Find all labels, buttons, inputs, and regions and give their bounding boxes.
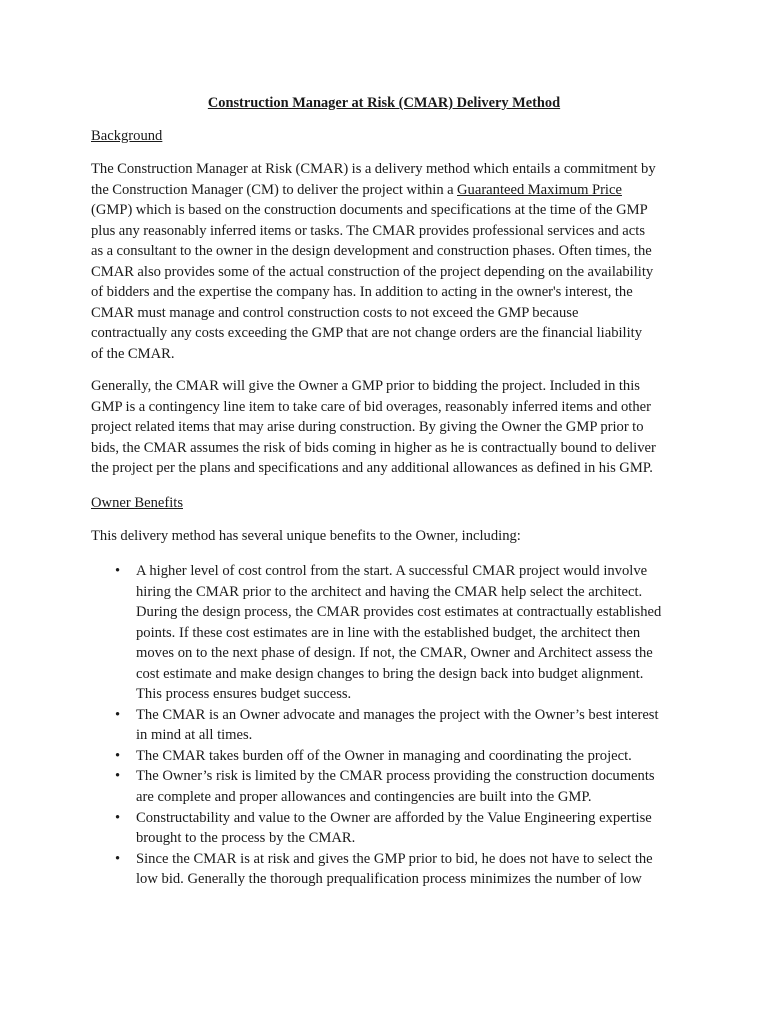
text-segment: the Construction Manager (CM) to deliver the project within a (91, 181, 457, 198)
text-line: The Owner’s risk is limited by the CMAR process providing the construction documents (136, 768, 655, 785)
bullet-icon: • (115, 809, 121, 826)
text-line: are complete and proper allowances and contingencies are built into the GMP. (136, 789, 592, 806)
list-item (91, 746, 691, 767)
bullet-icon: • (115, 706, 121, 723)
text-line: the project per the plans and specifications and any additional allowances as defined in his GMP. (91, 460, 653, 477)
text-line: cost estimate and make design changes to bring the design back into budget alignment. (136, 665, 644, 682)
text-line: contractually any costs exceeding the GMP that are not change orders are the financial liability (91, 325, 643, 342)
text-line: During the design process, the CMAR provides cost estimates at contractually established (136, 604, 662, 621)
text-line: CMAR must manage and control construction costs to not exceed the GMP because (91, 304, 579, 321)
text-line: This delivery method has several unique benefits to the Owner, including: (91, 528, 521, 544)
text-line: The Construction Manager at Risk (CMAR) is a delivery method which entails a commitment by (91, 161, 656, 177)
text-line: hiring the CMAR prior to the architect and having the CMAR help select the architect. (136, 583, 643, 600)
section-heading-owner-benefits: Owner Benefits (91, 495, 183, 511)
text-line: project related items that may arise during construction. By giving the Owner the GMP prior to (91, 419, 644, 436)
list-item (91, 849, 691, 890)
text-line: as a consultant to the owner in the design development and construction phases. Often times, the (91, 243, 652, 260)
text-line: in mind at all times. (136, 727, 253, 744)
text-line: CMAR also provides some of the actual construction of the project depending on the availability (91, 263, 654, 280)
text-line: Constructability and value to the Owner are afforded by the Value Engineering expertise (136, 809, 652, 826)
text-line: (GMP) which is based on the construction documents and specifications at the time of the GMP (91, 202, 648, 219)
text-line: The CMAR takes burden off of the Owner in managing and coordinating the project. (136, 747, 632, 764)
paragraph-intro (91, 526, 691, 547)
text-line: plus any reasonably inferred items or tasks. The CMAR provides professional services and acts (91, 222, 645, 239)
text-line: A higher level of cost control from the start. A successful CMAR project would involve (136, 563, 648, 579)
bullet-icon: • (115, 747, 121, 764)
text-line: GMP is a contingency line item to take care of bid overages, reasonably inferred items and other (91, 398, 651, 415)
text-line: Generally, the CMAR will give the Owner a GMP prior to bidding the project. Included in this (91, 378, 640, 394)
bullet-icon: • (115, 768, 121, 785)
text-line: Since the CMAR is at risk and gives the GMP prior to bid, he does not have to select the (136, 850, 653, 867)
text-line: low bid. Generally the thorough prequalification process minimizes the number of low (136, 871, 642, 888)
paragraph-background-2 (91, 376, 691, 479)
gmp-term: Guaranteed Maximum Price (457, 181, 622, 198)
text-line: of bidders and the expertise the company has. In addition to acting in the owner's interest, the (91, 284, 633, 301)
text-line: The CMAR is an Owner advocate and manages the project with the Owner’s best interest (136, 706, 659, 723)
list-item (91, 705, 691, 746)
list-item (91, 808, 691, 849)
owner-benefits-list (91, 561, 691, 890)
text-line: bids, the CMAR assumes the risk of bids coming in higher as he is contractually bound to deliver (91, 439, 656, 456)
list-item (91, 766, 691, 807)
paragraph-background-1 (91, 159, 691, 364)
list-item (91, 561, 691, 705)
text-line: This process ensures budget success. (136, 686, 352, 703)
document-title: Construction Manager at Risk (CMAR) Delivery Method (207, 95, 561, 111)
text-line (91, 180, 691, 201)
text-line: of the CMAR. (91, 345, 175, 362)
text-line: points. If these cost estimates are in line with the established budget, the architect then (136, 624, 641, 641)
bullet-icon: • (115, 563, 121, 579)
bullet-icon: • (115, 850, 121, 867)
text-line: brought to the process by the CMAR. (136, 830, 356, 847)
text-line: moves on to the next phase of design. If not, the CMAR, Owner and Architect assess the (136, 645, 653, 662)
section-heading-background: Background (91, 128, 163, 144)
